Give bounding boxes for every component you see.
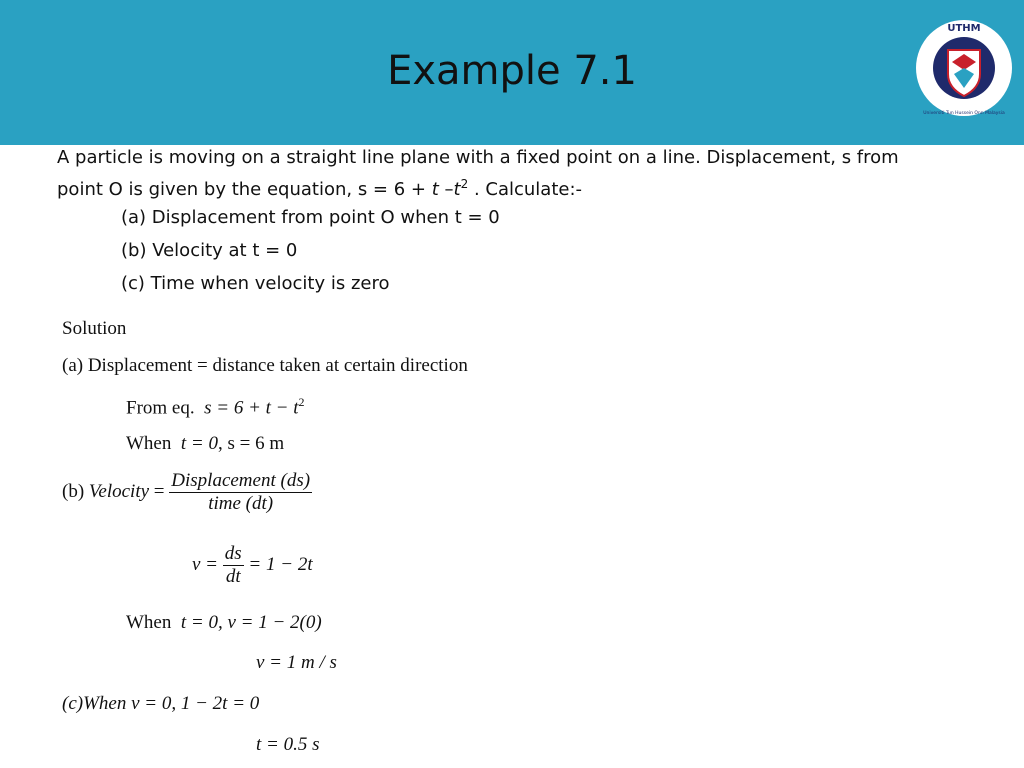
solution-b-velocity: (b) Velocity = $\frac{\text{Displacement (ds)}}{\text{time (dt)}}$ — [62, 470, 311, 514]
problem-line-2: point O is given by the equation, s = 6 + t $-t^2$ . Calculate:- — [57, 177, 583, 200]
solution-heading: Solution — [62, 318, 127, 339]
problem-line-1: A particle is moving on a straight line plane with a fixed point on a line. Displacement, s from — [57, 147, 899, 168]
slide-title: Example 7.1 — [387, 48, 637, 94]
logo-top-text: UTHM — [947, 23, 981, 34]
problem-item-a: (a) Displacement from point O when t = 0 — [121, 207, 500, 228]
logo-ring-text: Universiti Tun Hussein Onn Malaysia — [923, 111, 1005, 116]
solution-v-derivative: v = $\frac{ds}{dt}$ = 1 − 2t — [192, 543, 313, 587]
solution-when-v: When t = 0, v = 1 − 2(0) — [126, 612, 322, 633]
ds-dt-fraction: $\frac{ds}{dt}$ — [224, 543, 242, 587]
uthm-logo — [914, 18, 1014, 118]
solution-v-result: v = 1 m / s — [256, 652, 337, 673]
solution-from-eq: From eq. $s = 6 + t - t^2$ — [126, 395, 305, 419]
solution-c-line: (c)When v = 0, 1 − 2t = 0 — [62, 693, 260, 714]
solution-when-t0: When t = 0, s = 6 m — [126, 433, 285, 454]
problem-item-b: (b) Velocity at t = 0 — [121, 240, 298, 261]
solution-a-line: (a) Displacement = distance taken at certain direction — [62, 355, 468, 376]
problem-item-c: (c) Time when velocity is zero — [121, 273, 390, 294]
problem-statement — [57, 144, 937, 294]
velocity-fraction: $\frac{\text{Displacement (ds)}}{\text{time (dt)}}$ — [171, 470, 311, 514]
solution-t-result: t = 0.5 s — [256, 734, 320, 755]
